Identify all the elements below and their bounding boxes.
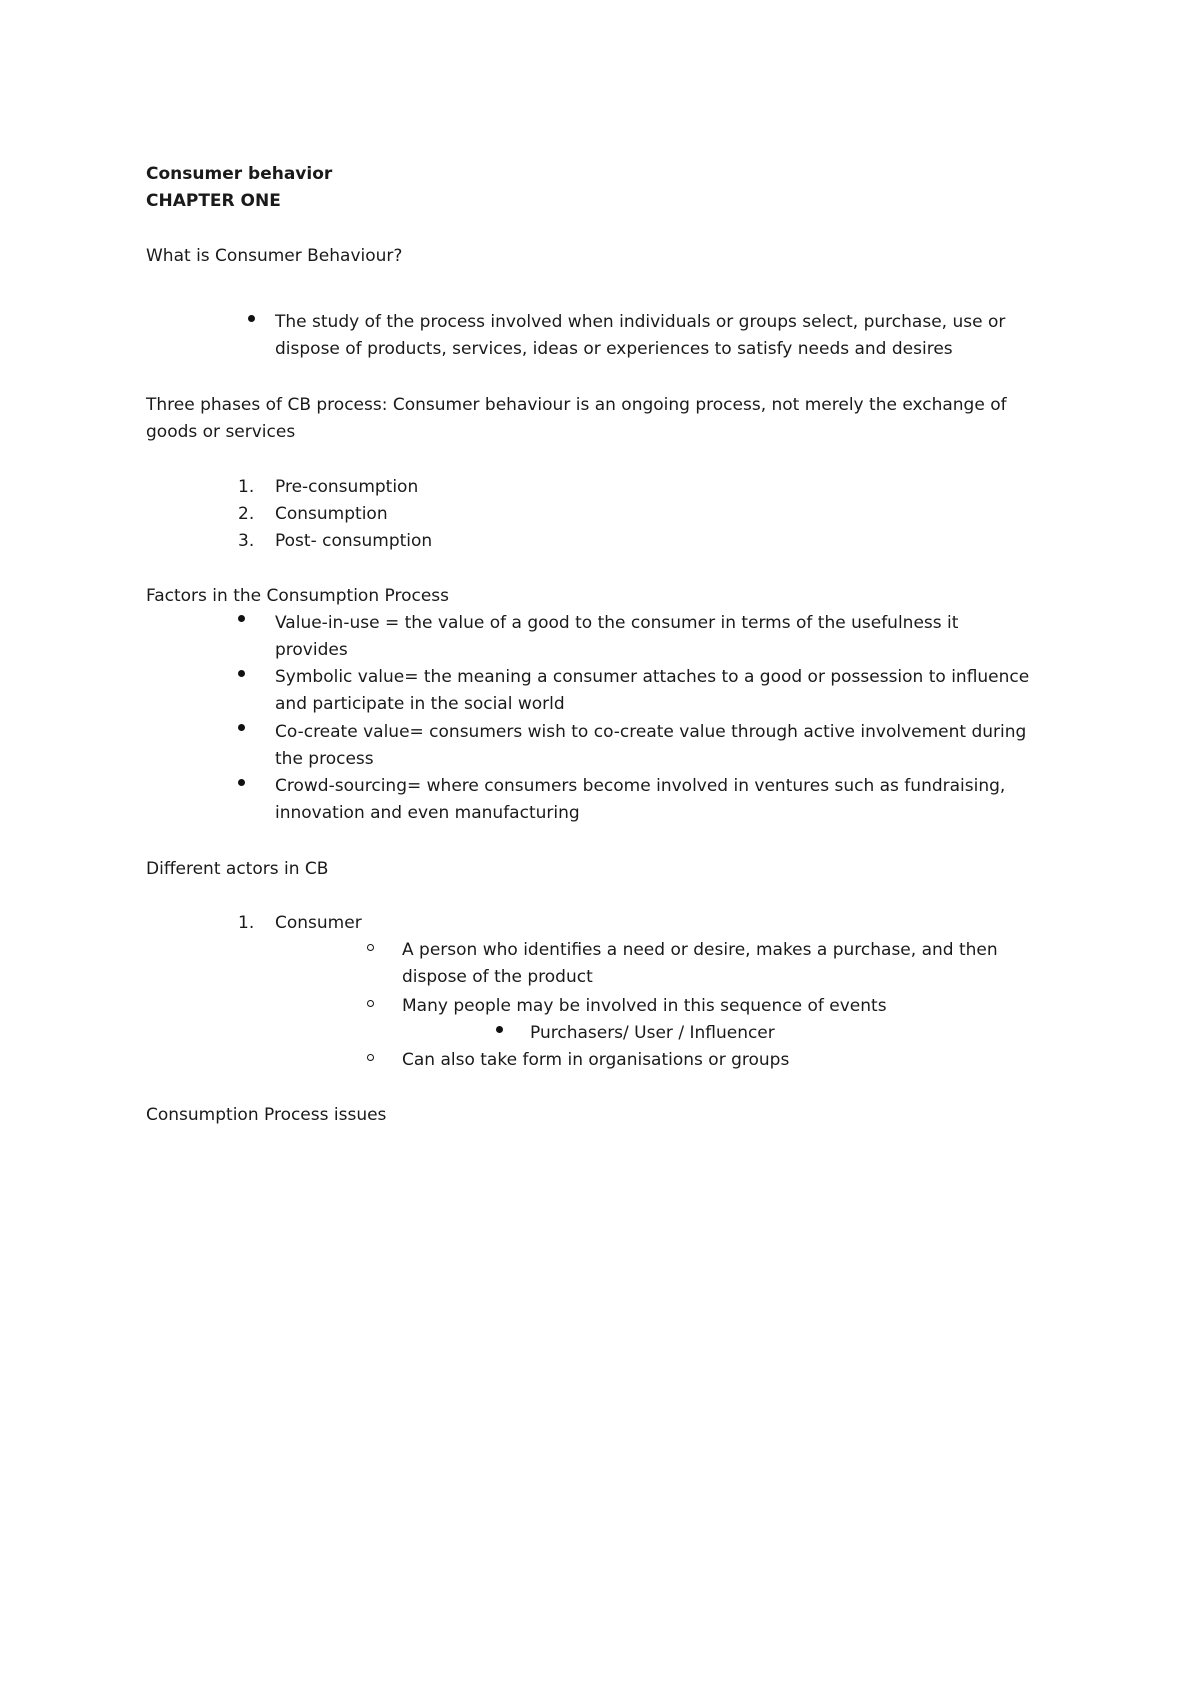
bullet-icon [238, 779, 245, 786]
section-heading-what-is-cb: What is Consumer Behaviour? [146, 246, 403, 266]
hollow-bullet-icon [367, 1054, 374, 1061]
factor-line: provides [275, 640, 348, 660]
bullet-icon [238, 670, 245, 677]
phase-item: Pre-consumption [275, 477, 419, 497]
actor-item: Consumer [275, 913, 362, 933]
factor-line: Value-in-use = the value of a good to the consumer in terms of the usefulness it [275, 613, 959, 633]
bullet-icon [496, 1026, 503, 1033]
definition-line-2: dispose of products, services, ideas or experiences to satisfy needs and desires [275, 339, 953, 359]
actor-roles-line: Purchasers/ User / Influencer [530, 1023, 775, 1043]
list-number: 2. [238, 504, 255, 524]
factor-line: Crowd-sourcing= where consumers become involved in ventures such as fundraising, [275, 776, 1006, 796]
actor-detail-line: A person who identifies a need or desire, makes a purchase, and then [402, 940, 998, 960]
hollow-bullet-icon [367, 1000, 374, 1007]
factor-line: Symbolic value= the meaning a consumer attaches to a good or possession to influence [275, 667, 1030, 687]
chapter-heading: CHAPTER ONE [146, 191, 281, 211]
bullet-icon [238, 724, 245, 731]
bullet-icon [238, 615, 245, 622]
definition-line-1: The study of the process involved when individuals or groups select, purchase, use or [275, 312, 1006, 332]
section-heading-factors: Factors in the Consumption Process [146, 586, 449, 606]
phase-item: Consumption [275, 504, 388, 524]
phase-item: Post- consumption [275, 531, 433, 551]
actor-detail-line: dispose of the product [402, 967, 593, 987]
section-heading-actors: Different actors in CB [146, 859, 329, 879]
list-number: 1. [238, 913, 255, 933]
factor-line: the process [275, 749, 374, 769]
document-title: Consumer behavior [146, 164, 333, 184]
phases-intro-line-2: goods or services [146, 422, 296, 442]
bullet-icon [248, 315, 255, 322]
actor-detail-line: Many people may be involved in this sequence of events [402, 996, 887, 1016]
factor-line: and participate in the social world [275, 694, 565, 714]
list-number: 1. [238, 477, 255, 497]
phases-intro-line-1: Three phases of CB process: Consumer behaviour is an ongoing process, not merely the exchange of [146, 395, 1007, 415]
section-heading-issues: Consumption Process issues [146, 1105, 387, 1125]
actor-detail-line: Can also take form in organisations or groups [402, 1050, 790, 1070]
factor-line: Co-create value= consumers wish to co-create value through active involvement during [275, 722, 1027, 742]
list-number: 3. [238, 531, 255, 551]
factor-line: innovation and even manufacturing [275, 803, 580, 823]
hollow-bullet-icon [367, 944, 374, 951]
